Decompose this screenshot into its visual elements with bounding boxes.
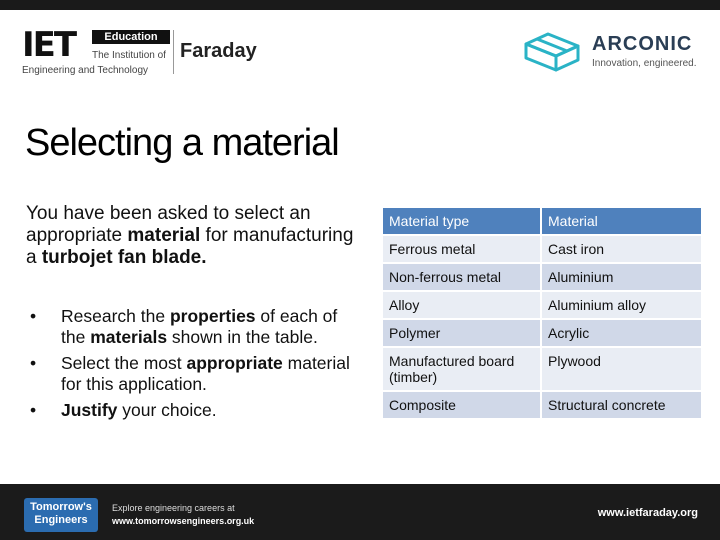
table-cell: Acrylic xyxy=(542,320,701,346)
bullet-text: Select the most xyxy=(61,353,187,373)
intro-bold-blade: turbojet fan blade. xyxy=(41,247,207,268)
page-title: Selecting a material xyxy=(25,122,339,164)
table-cell: Aluminium xyxy=(542,264,701,290)
intro-paragraph xyxy=(26,203,361,269)
bullet-text: Research the xyxy=(61,306,170,326)
top-bar xyxy=(0,0,720,10)
footer-bar xyxy=(0,484,720,540)
table-cell: Alloy xyxy=(383,292,540,318)
table-cell: Plywood xyxy=(542,348,701,390)
te-promo-line: Explore engineering careers at xyxy=(112,503,235,513)
te-logo-line: Tomorrow's xyxy=(30,501,92,513)
table-cell: Non-ferrous metal xyxy=(383,264,540,290)
materials-table xyxy=(381,206,703,420)
intro-bold-material: material xyxy=(127,225,201,246)
intro-text: You have been asked to select an appropriate xyxy=(26,203,311,246)
table-row xyxy=(383,320,701,346)
arconic-cube-icon xyxy=(522,30,582,74)
table-row xyxy=(383,236,701,262)
table-cell: Ferrous metal xyxy=(383,236,540,262)
bullet-text: of each of the xyxy=(61,306,338,347)
bullet-icon: • xyxy=(30,353,37,373)
faraday-wordmark: Faraday xyxy=(180,40,257,62)
logo-divider xyxy=(173,30,174,74)
te-logo-line: Engineers xyxy=(34,514,88,526)
bullet-icon: • xyxy=(30,306,37,326)
instruction-list xyxy=(26,306,361,426)
bullet-text: shown in the table. xyxy=(167,327,318,347)
table-cell: Polymer xyxy=(383,320,540,346)
bullet-bold: properties xyxy=(169,306,256,326)
list-item xyxy=(26,400,361,421)
table-cell: Structural concrete xyxy=(542,392,701,418)
iet-engineering-line: Engineering and Technology xyxy=(22,65,149,76)
arconic-tagline: Innovation, engineered. xyxy=(592,58,697,69)
column-header: Material type xyxy=(383,208,540,234)
bullet-icon: • xyxy=(30,400,37,420)
table-cell: Aluminium alloy xyxy=(542,292,701,318)
bullet-text: your choice. xyxy=(117,400,217,420)
tomorrows-engineers-logo xyxy=(24,498,98,532)
list-item xyxy=(26,306,361,348)
ietfaraday-url-link[interactable] xyxy=(598,507,698,519)
bullet-bold: materials xyxy=(90,327,168,347)
list-item xyxy=(26,353,361,395)
arconic-logo xyxy=(522,30,702,74)
intro-text: for manufacturing a xyxy=(26,225,354,268)
iet-institution-line: The Institution of xyxy=(92,50,166,61)
table-cell: Cast iron xyxy=(542,236,701,262)
table-row xyxy=(383,392,701,418)
bullet-bold: appropriate xyxy=(186,353,283,373)
table-cell: Composite xyxy=(383,392,540,418)
arconic-wordmark: ARCONIC xyxy=(592,33,693,55)
table-row xyxy=(383,264,701,290)
column-header: Material xyxy=(542,208,701,234)
table-row xyxy=(383,348,701,390)
bullet-text: material for this application. xyxy=(61,353,350,394)
te-promo xyxy=(112,502,254,528)
iet-education-badge: Education xyxy=(92,30,170,44)
ietf-url-main: www.ietfaraday xyxy=(597,507,678,519)
table-row xyxy=(383,292,701,318)
iet-faraday-logo xyxy=(22,25,257,76)
ietf-url-suffix: .org xyxy=(677,507,698,519)
table-header-row xyxy=(383,208,701,234)
table-cell: Manufactured board (timber) xyxy=(383,348,540,390)
te-url-link[interactable]: www.tomorrowsengineers.org.uk xyxy=(112,516,255,526)
bullet-bold: Justify xyxy=(61,400,118,420)
iet-letters: IET xyxy=(22,25,76,65)
